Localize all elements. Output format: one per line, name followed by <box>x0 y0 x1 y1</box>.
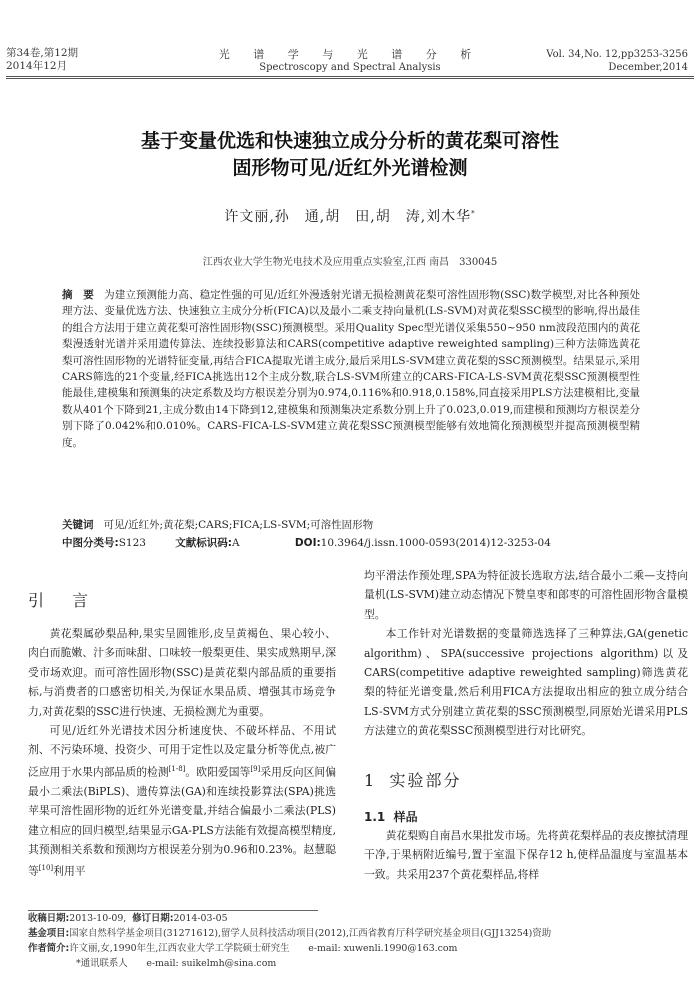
footnote-correspondence: *通讯联系人 e-mail: suikelmh@sina.com <box>76 958 277 969</box>
revised-label: 修订日期: <box>132 913 174 924</box>
section-title: 实验部分 <box>389 771 462 790</box>
subsection-title: 样品 <box>393 810 418 824</box>
title-line-2: 固形物可见/近红外光谱检测 <box>232 157 468 179</box>
received-label: 收稿日期: <box>28 913 70 924</box>
bio-label: 作者简介: <box>28 943 70 954</box>
footnote-dates <box>28 912 688 927</box>
affiliation: 江西农业大学生物光电技术及应用重点实验室,江西 南昌 330045 <box>202 257 498 268</box>
received-date: 2013-10-09, <box>69 913 127 924</box>
fund-label: 基金项目: <box>28 928 70 939</box>
header-rule-2 <box>6 78 694 79</box>
fund-text: 国家自然科学基金项目(31271612),留学人员科技活动项目(2012),江西省教育厅科学研究基金项目(GJJ13254)资助 <box>69 928 552 939</box>
subsection-number: 1.1 <box>364 810 386 824</box>
keywords-label: 关键词 <box>62 519 94 531</box>
keywords-text: 可见/近红外;黄花梨;CARS;FICA;LS-SVM;可溶性固形物 <box>103 519 374 531</box>
header-rule <box>6 76 694 77</box>
abstract-text: 为建立预测能力高、稳定性强的可见/近红外漫透射光谱无损检测黄花梨可溶性固形物(SSC)数学模型,对比各种预处理方法、变量优选方法、快速独立主成分分析(FICA)以及最小二乘支持向量机(LS-SVM)对黄花梨SSC模型的影响,得出最佳的组合方法用于建立黄花梨可溶性固形物(SSC)预测模型。采用Quality Spec型光谱仪采集550~950 nm波段范围内的黄花梨漫透射光谱并采用遗传算法、连续投影算法和CARS(competitive adaptive reweighted sampling)三种方法筛选黄花梨可溶性固形物的光谱特征变量,再结合FICA提取光谱主成分,最后采用LS-SVM建立黄花梨的SSC预测模型。结果显示,采用CARS筛选的21个变量,经FICA挑选出12个主成分数,联合LS-SVM所建立的CARS-FICA-LS-SVM黄花梨SSC预测模型性能最佳,建模集和预测集的决定系数及均方根误差分别为0.974,0.116%和0.918,0.158%,同直接采用PLS方法建模相比,变量数从401个下降到21,主成分数由14下降到12,建模集和预测集决定系数分别上升了0.023,0.019,而建模和预测均方根误差分别下降了0.042%和0.010%。CARS-FICA-LS-SVM建立黄花梨SSC预测模型能够有效地简化预测模型并提高预测模型精度。 <box>62 289 640 449</box>
citation-ref: [10] <box>38 864 54 873</box>
title-line-1: 基于变量优选和快速独立成分分析的黄花梨可溶性 <box>140 130 559 152</box>
keywords <box>62 516 652 534</box>
revised-date: 2014-03-05 <box>173 913 228 924</box>
volume-pages: Vol. 34,No. 12,pp3253-3256 <box>546 49 688 60</box>
intro-paragraph-3: 均平滑法作预处理,SPA为特征波长选取方法,结合最小二乘—支持向量机(LS-SVM)建立动态情况下赞皇枣和郎枣的可溶性固形物含量模型。 <box>364 569 688 621</box>
clc-label: 中图分类号: <box>62 537 119 549</box>
left-column <box>28 624 336 881</box>
doi-value: 10.3964/j.issn.1000-0593(2014)12-3253-04 <box>320 537 551 549</box>
right-column-bottom <box>364 826 688 884</box>
section-experimental-heading <box>364 768 461 791</box>
volume-date: December,2014 <box>608 62 688 73</box>
footnote-rule <box>28 910 318 911</box>
citation-ref: [1-8] <box>168 764 186 773</box>
abstract <box>62 287 640 451</box>
doi-label: DOI: <box>294 537 321 549</box>
intro-paragraph-2: 可见/近红外光谱技术因分析速度快、不破坏样品、不用试剂、不污染环境、投资少、可用于定性以及定量分析等优点,被广泛应用于水果内部品质的检测[1-8]。欧阳爱国等[9]采用反向区间偏最小二乘法(BiPLS)、遗传算法(GA)和连续投影算法(SPA)挑选苹果可溶性固形物的近红外光谱变量,并结合偏最小二乘法(PLS)建立相应的回归模型,结果显示GA-PLS方法能有效提高模型精度,其预测相关系数和预测均方根误差分别为0.96和0.23%。赵慧聪等[10]利用平 <box>28 724 337 879</box>
issue-date: 2014年12月 <box>6 60 68 72</box>
journal-pages <box>546 48 688 74</box>
abstract-label: 摘 要 <box>62 289 94 301</box>
intro-paragraph-1: 黄花梨属砂梨品种,果实呈圆锥形,皮呈黄褐色、果心较小、肉白而脆嫩、汁多而味甜、口味较一般梨更佳、果实成熟期早,深受市场欢迎。而可溶性固形物(SSC)是黄花梨内部品质的重要指标,与消费者的口感密切相关,为保证水果品质、增强其市场竞争力,对黄花梨的SSC进行快速、无损检测尤为重要。 <box>28 627 336 718</box>
corresponding-mark: * <box>471 209 476 218</box>
journal-name-en: Spectroscopy and Spectral Analysis <box>259 62 441 73</box>
section-number: 1 <box>364 771 375 790</box>
authors-text: 许文丽,孙 通,胡 田,胡 涛,刘木华 <box>224 209 472 225</box>
author-list <box>0 206 700 226</box>
footnote-fund <box>28 927 688 942</box>
clc-value: S123 <box>118 537 146 549</box>
classification-line <box>62 534 652 552</box>
right-column-top <box>364 566 688 741</box>
subsection-heading <box>364 808 418 825</box>
citation-ref: [9] <box>250 764 261 773</box>
samples-paragraph: 黄花梨购自南昌水果批发市场。先将黄花梨样品的表皮擦拭清理干净,于果柄附近编号,置于室温下保存12 h,使样品温度与室温基本一致。共采用237个黄花梨样品,将样 <box>364 829 688 881</box>
footnote-bio <box>28 942 688 957</box>
doc-code-value: A <box>231 537 240 549</box>
paper-title <box>0 128 700 182</box>
issue-volume: 第34卷,第12期 <box>6 47 79 59</box>
intro-paragraph-4: 本工作针对光谱数据的变量筛选选择了三种算法,GA(genetic algorithm)、SPA(successive projections algorithm)以及CARS(competitive adaptive reweighted sampling)筛选黄花梨的特征光谱变量,然后利用FICA方法提取出相应的独立成分结合LS-SVM方式分别建立黄花梨的SSC预测模型,同原始光谱采用PLS方法建立的黄花梨SSC预测模型进行对比研究。 <box>364 627 688 738</box>
doc-code-label: 文献标识码: <box>175 537 232 549</box>
section-intro-heading: 引 言 <box>28 591 95 610</box>
journal-name-cn: 光 谱 学 与 光 谱 分 析 <box>218 48 482 61</box>
bio-text: 许文丽,女,1990年生,江西农业大学工学院硕士研究生 e-mail: xuwenli.1990@163.com <box>69 943 458 954</box>
